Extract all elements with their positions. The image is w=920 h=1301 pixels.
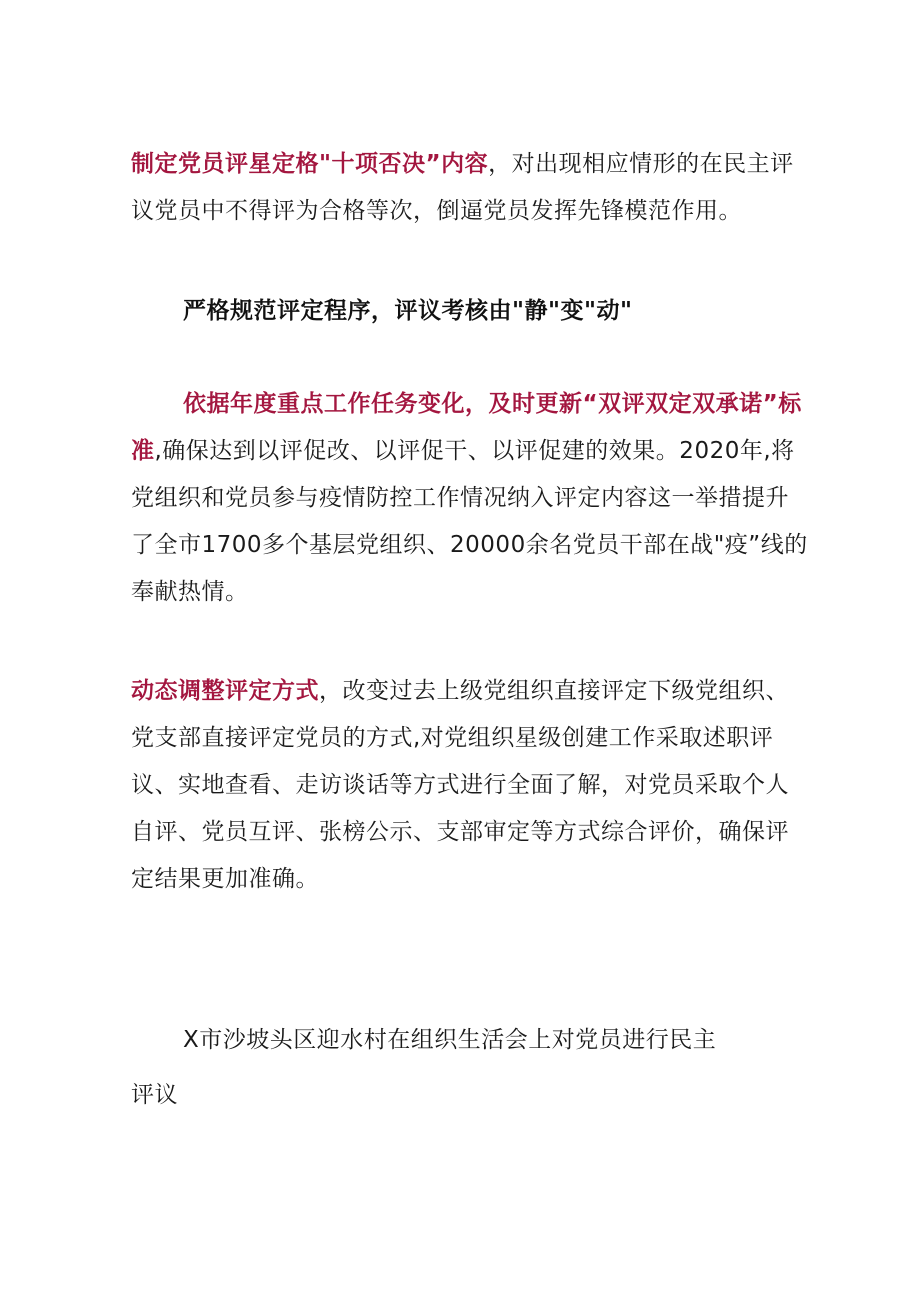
caption-text: X市沙坡头区迎水村在组织生活会上对党员进行民主评议 [131,1027,717,1108]
highlight-text: 依据年度重点工作任务变化，及时更新“双评双定双承诺”标准 [131,391,802,464]
paragraph-standards-update [131,381,811,616]
highlight-text: 动态调整评定方式 [131,678,319,704]
paragraph-ten-vetoes [131,141,811,235]
body-text: ，对出现相应情形的在民主评议党员中不得评为合格等次，倒逼党员发挥先锋模范作用。 [131,151,794,224]
body-text: ,确保达到以评促改、以评促干、以评促建的效果。2020年,将党组织和党员参与疫情防控工作情况纳入评定内容这一举措提升了全市1700多个基层党组织、20000余名党员干部在战"疫”线的奉献热情。 [131,438,808,605]
heading-text: 严格规范评定程序，评议考核由"静"变"动" [183,298,633,324]
section-heading [131,288,811,335]
highlight-text: 制定党员评星定格"十项否决”内容 [131,151,489,177]
paragraph-dynamic-adjustment [131,668,811,903]
photo-caption [131,1013,731,1123]
body-text: ，改变过去上级党组织直接评定下级党组织、党支部直接评定党员的方式,对党组织星级创建工作采取述职评议、实地查看、走访谈话等方式进行全面了解，对党员采取个人自评、党员互评、张榜公示、支部审定等方式综合评价，确保评定结果更加准确。 [131,678,789,892]
